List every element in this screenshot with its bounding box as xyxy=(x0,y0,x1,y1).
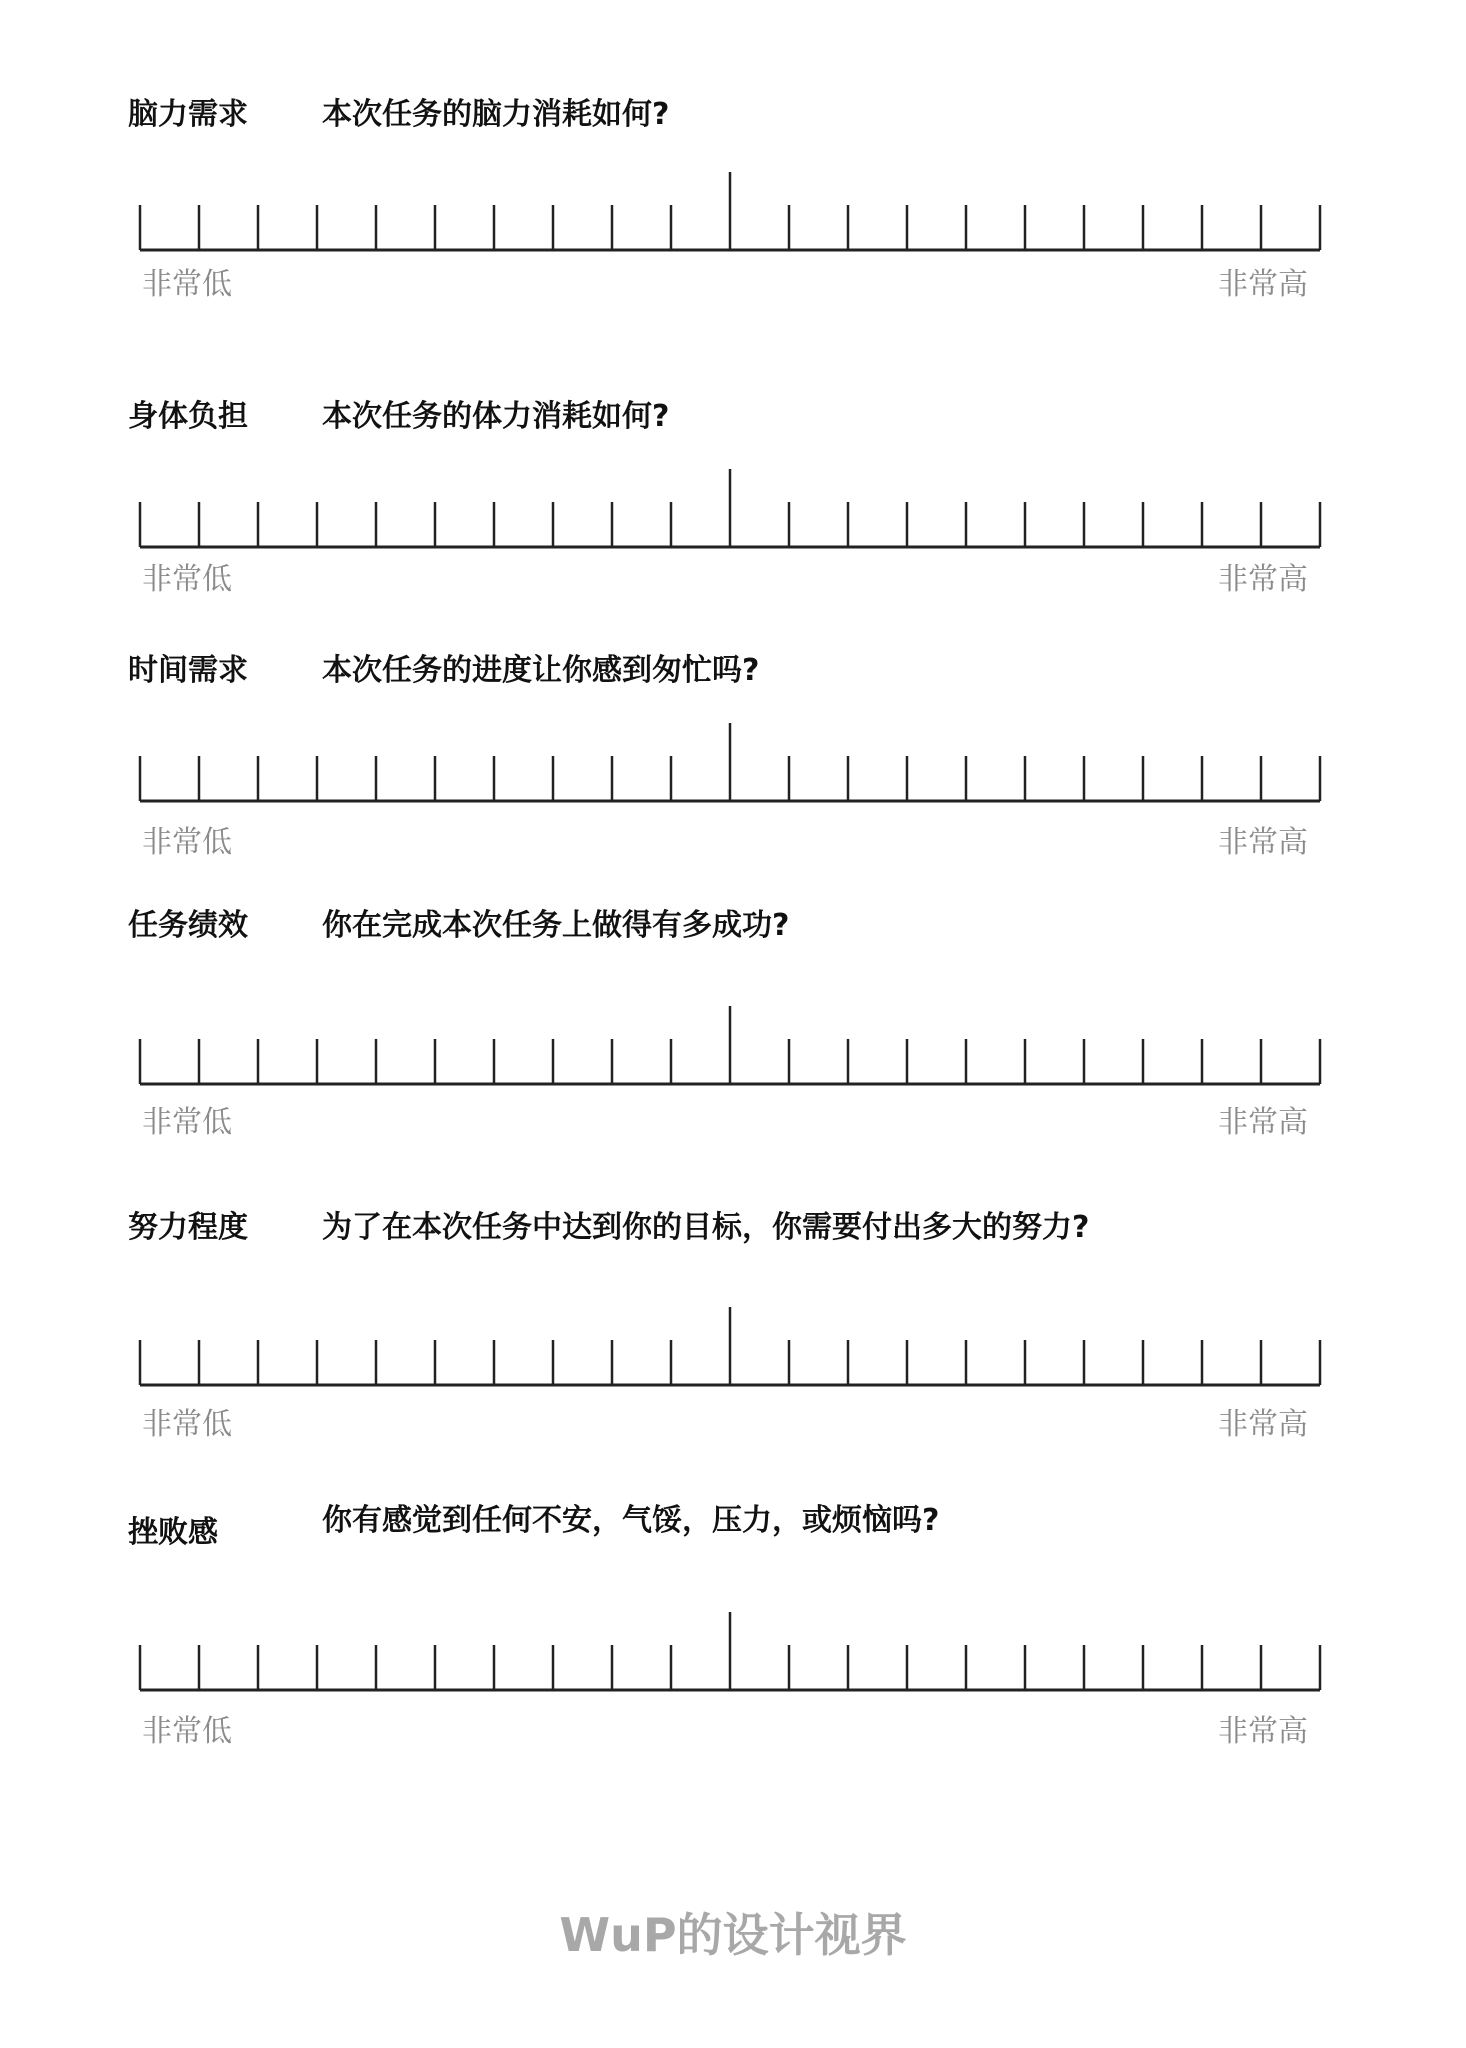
item-label: 任务绩效 xyxy=(128,908,248,943)
scale-low-anchor: 非常低 xyxy=(142,1407,232,1442)
rating-scale[interactable] xyxy=(130,721,1340,821)
item-question: 本次任务的体力消耗如何? xyxy=(322,399,670,434)
scale-high-anchor: 非常高 xyxy=(1218,1714,1308,1749)
rating-item-mental-demand xyxy=(0,97,1466,360)
scale-low-anchor: 非常低 xyxy=(142,267,232,302)
item-question: 本次任务的进度让你感到匆忙吗? xyxy=(322,653,760,688)
scale-high-anchor: 非常高 xyxy=(1218,267,1308,302)
item-question: 你有感觉到任何不安，气馁，压力，或烦恼吗? xyxy=(322,1503,940,1538)
scale-low-anchor: 非常低 xyxy=(142,1714,232,1749)
rating-scale[interactable] xyxy=(130,1610,1340,1710)
scale-low-anchor: 非常低 xyxy=(142,825,232,860)
rating-item-performance xyxy=(0,908,1466,1171)
scale-low-anchor: 非常低 xyxy=(142,1105,232,1140)
footer-watermark: WuP的设计视界 xyxy=(559,1908,907,1962)
rating-item-frustration xyxy=(0,1503,1466,1766)
scale-high-anchor: 非常高 xyxy=(1218,825,1308,860)
rating-item-physical-demand xyxy=(0,399,1466,662)
item-label: 时间需求 xyxy=(128,653,248,688)
item-question: 你在完成本次任务上做得有多成功? xyxy=(322,908,790,943)
rating-scale[interactable] xyxy=(130,1305,1340,1405)
rating-item-temporal-demand xyxy=(0,653,1466,916)
item-label: 身体负担 xyxy=(128,399,248,434)
rating-scale[interactable] xyxy=(130,467,1340,567)
item-label: 挫败感 xyxy=(128,1515,218,1550)
item-question: 本次任务的脑力消耗如何? xyxy=(322,97,670,132)
scale-low-anchor: 非常低 xyxy=(142,562,232,597)
rating-scale[interactable] xyxy=(130,1004,1340,1104)
scale-high-anchor: 非常高 xyxy=(1218,1407,1308,1442)
item-label: 脑力需求 xyxy=(128,97,248,132)
scale-high-anchor: 非常高 xyxy=(1218,562,1308,597)
scale-high-anchor: 非常高 xyxy=(1218,1105,1308,1140)
rating-scale[interactable] xyxy=(130,170,1340,270)
item-label: 努力程度 xyxy=(128,1210,248,1245)
rating-item-effort xyxy=(0,1210,1466,1473)
item-question: 为了在本次任务中达到你的目标，你需要付出多大的努力? xyxy=(322,1210,1090,1245)
